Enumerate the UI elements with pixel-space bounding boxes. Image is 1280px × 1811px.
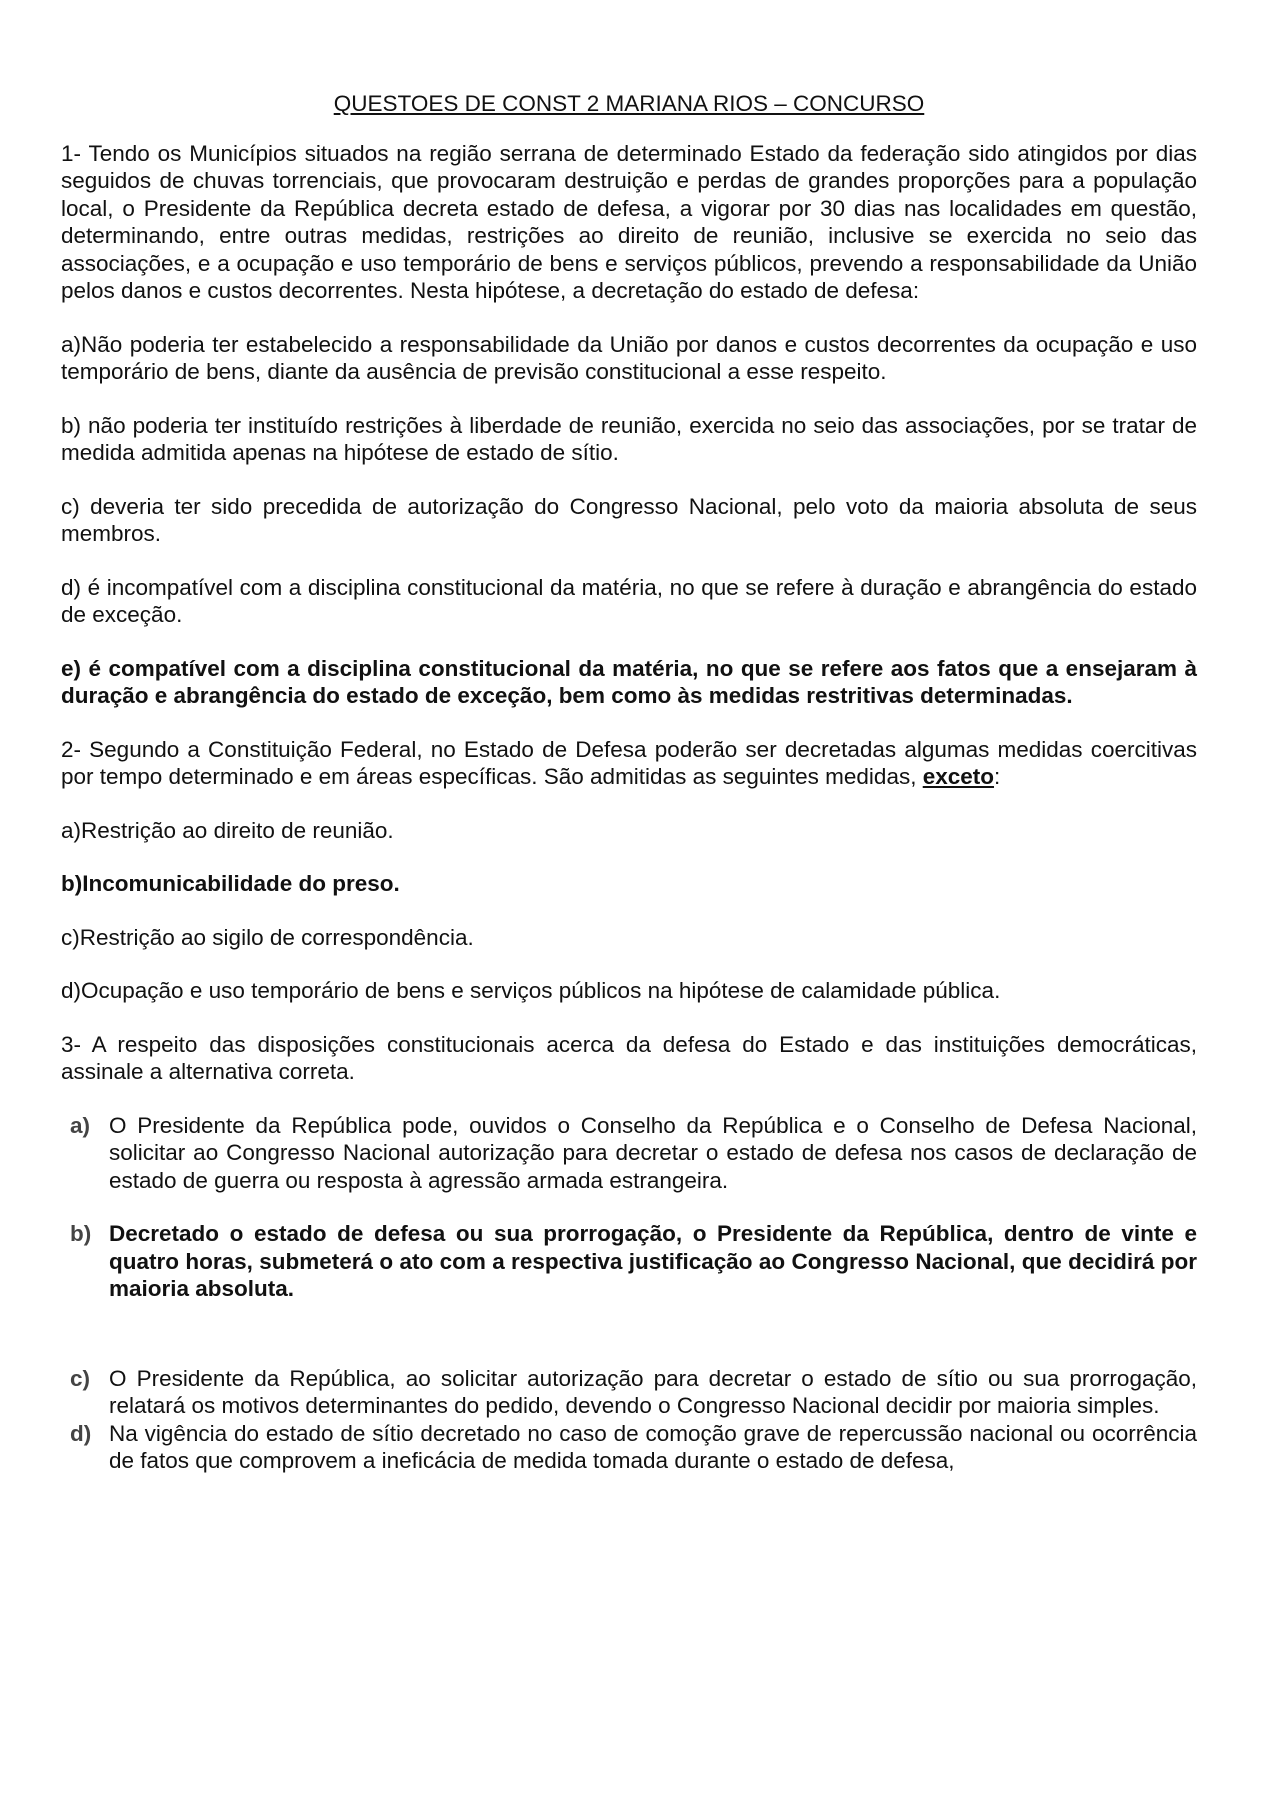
option-letter: c) (70, 1365, 91, 1391)
option-letter: b) (70, 1221, 92, 1246)
option-text: Na vigência do estado de sítio decretado no caso de comoção grave de repercussão nacional ou ocorrência de fatos que comprovem a ineficácia de medida tomada durante o estado de defesa, (109, 1420, 1197, 1473)
question-3-option-d (61, 1420, 1197, 1475)
question-3-options (61, 1112, 1197, 1475)
question-3-option-c (61, 1365, 1197, 1420)
option-text: Decretado o estado de defesa ou sua prorrogação, o Presidente da República, dentro de vinte e quatro horas, submeterá o ato com a respectiva justificação ao Congresso Nacional, que decidirá por maioria absoluta. (109, 1221, 1197, 1301)
question-2-stem (61, 736, 1197, 791)
question-1-option-e-correct: e) é compatível com a disciplina constitucional da matéria, no que se refere aos fatos que a ensejaram à duração e abrangência do estado de exceção, bem como às medidas restritivas determinadas. (61, 655, 1197, 708)
document-title: QUESTOES DE CONST 2 MARIANA RIOS – CONCURSO (333, 91, 925, 116)
question-1-option-a: a)Não poderia ter estabelecido a responsabilidade da União por danos e custos decorrentes da ocupação e uso temporário de bens, diante da ausência de previsão constitucional a esse respeito. (61, 331, 1197, 384)
question-1-option-b: b) não poderia ter instituído restrições à liberdade de reunião, exercida no seio das associações, por se tratar de medida admitida apenas na hipótese de estado de sítio. (61, 412, 1197, 465)
option-letter: d) (70, 1420, 92, 1446)
option-text: O Presidente da República, ao solicitar autorização para decretar o estado de sítio ou sua prorrogação, relatará os motivos determinantes do pedido, devendo o Congresso Nacional decidir por maioria simples. (109, 1365, 1197, 1418)
question-3-option-a (61, 1112, 1197, 1195)
question-1-stem: 1- Tendo os Municípios situados na região serrana de determinado Estado da federação sido atingidos por dias seguidos de chuvas torrenciais, que provocaram destruição e perdas de grandes proporções para a população local, o Presidente da República decreta estado de defesa, a vigorar por 30 dias nas localidades em questão, determinando, entre outras medidas, restrições ao direito de reunião, inclusive se exercida no seio das associações, e a ocupação e uso temporário de bens e serviços públicos, prevendo a responsabilidade da União pelos danos e custos decorrentes. Nesta hipótese, a decretação do estado de defesa: (61, 140, 1197, 303)
question-2-option-b-correct: b)Incomunicabilidade do preso. (61, 871, 400, 896)
question-2-option-c: c)Restrição ao sigilo de correspondência. (61, 924, 474, 950)
document-page (61, 90, 1197, 1475)
question-2-stem-text: 2- Segundo a Constituição Federal, no Estado de Defesa poderão ser decretadas algumas medidas coercitivas por tempo determinado e em áreas específicas. São admitidas as seguintes medidas, (61, 736, 1197, 789)
question-2-stem-end: : (994, 764, 1001, 789)
option-letter: a) (70, 1112, 91, 1138)
question-1-option-d: d) é incompatível com a disciplina constitucional da matéria, no que se refere à duração e abrangência do estado de exceção. (61, 574, 1197, 627)
question-2-stem-keyword: exceto (922, 764, 995, 789)
question-3-stem: 3- A respeito das disposições constitucionais acerca da defesa do Estado e das instituições democráticas, assinale a alternativa correta. (61, 1031, 1197, 1084)
option-text: O Presidente da República pode, ouvidos o Conselho da República e o Conselho de Defesa Nacional, solicitar ao Congresso Nacional autorização para decretar o estado de defesa nos casos de declaração de estado de guerra ou resposta à agressão armada estrangeira. (109, 1112, 1197, 1193)
question-1-option-c: c) deveria ter sido precedida de autorização do Congresso Nacional, pelo voto da maioria absoluta de seus membros. (61, 493, 1197, 546)
question-2-option-d: d)Ocupação e uso temporário de bens e serviços públicos na hipótese de calamidade pública. (61, 978, 1001, 1003)
question-2-option-a: a)Restrição ao direito de reunião. (61, 817, 394, 843)
question-3-option-b-correct (61, 1220, 1197, 1303)
